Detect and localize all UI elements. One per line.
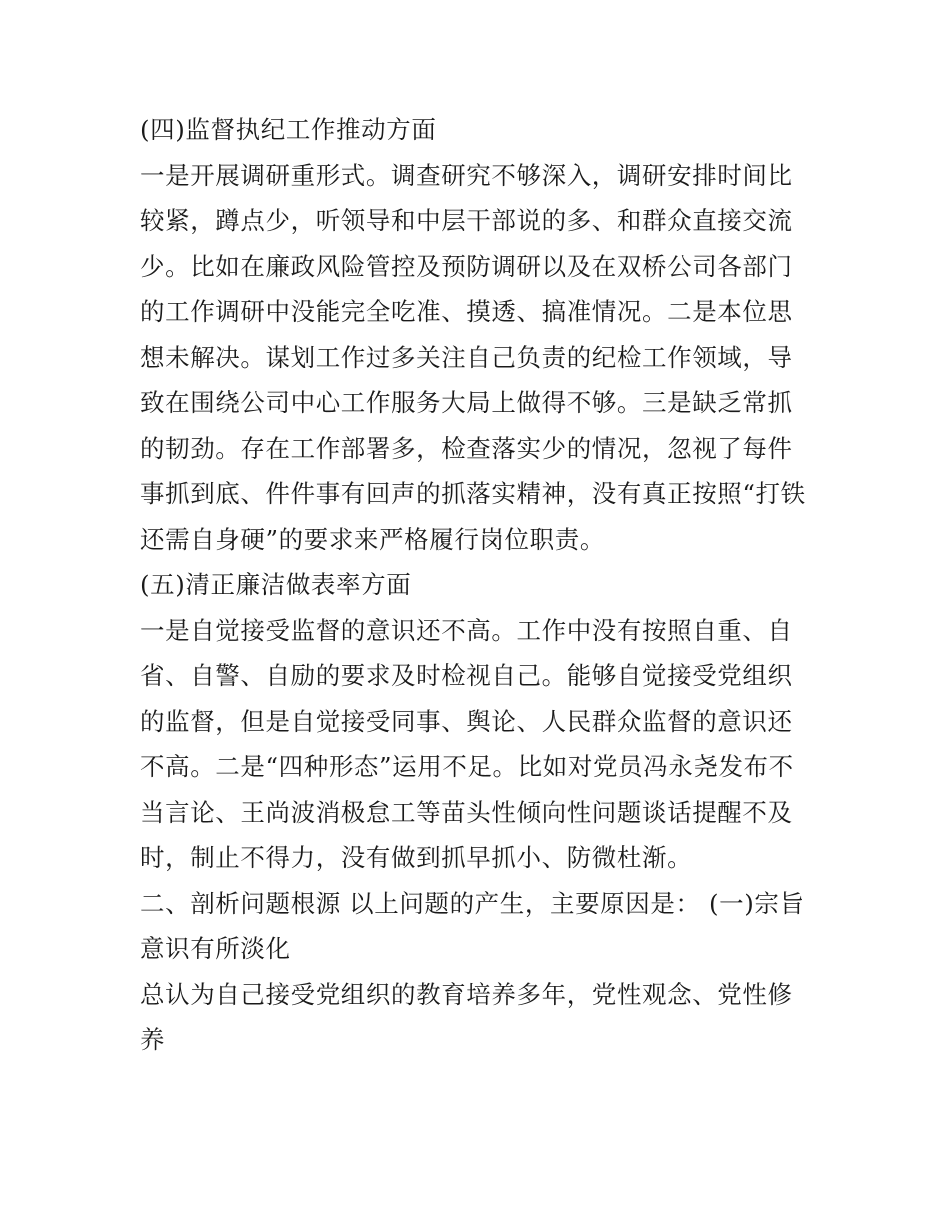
paragraph-root-cause-text: 总认为自己接受党组织的教育培养多年，党性观念、党性修养 — [140, 979, 793, 1054]
paragraph-integrity-issues: 一是自觉接受监督的意识还不高。工作中没有按照自重、自省、自警、自励的要求及时检视自己。能够自觉接受党组织的监督，但是自觉接受同事、舆论、人民群众监督的意识还不高。二是“四种形态”运用不足。比如对党员冯永尧发布不当言论、王尚波消极怠工等苗头性倾向性问题谈话提醒不及时，制止不得力，没有做到抓早抓小、防微杜渐。 — [140, 615, 794, 872]
paragraph-supervision-issues: 一是开展调研重形式。调查研究不够深入，调研安排时间比较紧，蹲点少，听领导和中层干部说的多、和群众直接交流少。比如在廉政风险管控及预防调研以及在双桥公司各部门的工作调研中没能完全吃准、摸透、搞准情况。二是本位思想未解决。谋划工作过多关注自己负责的纪检工作领域，导致在围绕公司中心工作服务大局上做得不够。三是缺乏常抓的韧劲。存在工作部署多，检查落实少的情况，忽视了每件事抓到底、件件事有回声的抓落实精神，没有真正按照“打铁还需自身硬”的要求来严格履行岗位职责。 — [140, 160, 806, 554]
document-body — [140, 107, 812, 1063]
paragraph-root-cause-heading: 二、剖析问题根源 以上问题的产生，主要原因是： (一)宗旨意识有所淡化 — [140, 888, 805, 963]
section-heading-integrity: (五)清正廉洁做表率方面 — [140, 570, 412, 599]
section-heading-supervision: (四)监督执纪工作推动方面 — [140, 115, 437, 144]
